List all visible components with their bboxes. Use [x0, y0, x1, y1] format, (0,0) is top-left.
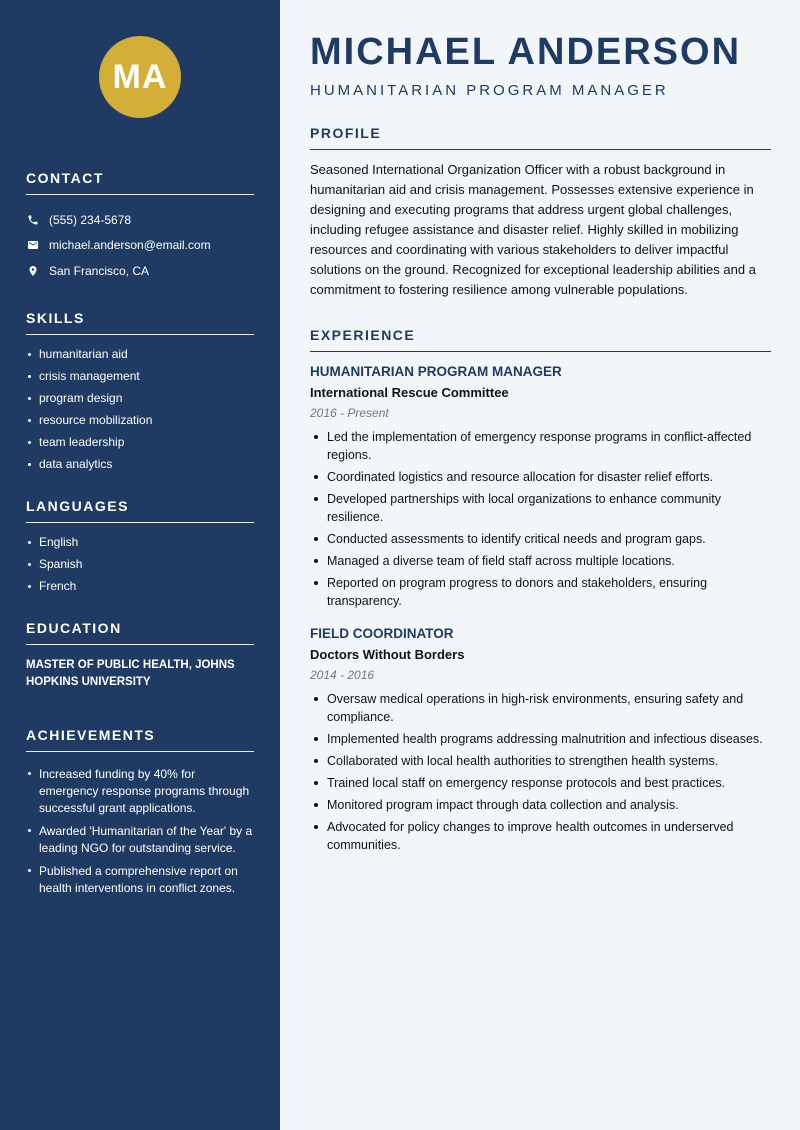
- languages-section: [26, 498, 254, 594]
- skills-section: [26, 310, 254, 472]
- contact-email: [26, 233, 254, 259]
- achievements-list: [26, 766, 254, 897]
- contact-location: [26, 258, 254, 284]
- job-bullet: Trained local staff on emergency response protocols and best practices.: [310, 774, 771, 792]
- job-entry: [310, 364, 771, 610]
- location-pin-icon: [26, 264, 40, 278]
- experience-heading: EXPERIENCE: [310, 327, 771, 352]
- languages-list: [26, 535, 254, 594]
- job-bullet: Monitored program impact through data collection and analysis.: [310, 796, 771, 814]
- profile-heading: PROFILE: [310, 125, 771, 150]
- job-bullets: [310, 428, 771, 610]
- job-bullet: Developed partnerships with local organizations to enhance community resilience.: [310, 490, 771, 526]
- skill-item: humanitarian aid: [26, 347, 254, 362]
- skill-item: program design: [26, 391, 254, 406]
- job-company: Doctors Without Borders: [310, 647, 465, 662]
- language-item: English: [26, 535, 254, 550]
- achievement-item: Published a comprehensive report on health interventions in conflict zones.: [26, 863, 254, 897]
- job-bullet: Oversaw medical operations in high-risk environments, ensuring safety and compliance.: [310, 690, 771, 726]
- language-item: French: [26, 579, 254, 594]
- job-bullets: [310, 690, 771, 854]
- job-bullet: Advocated for policy changes to improve health outcomes in underserved communities.: [310, 818, 771, 854]
- job-title: FIELD COORDINATOR: [310, 626, 454, 641]
- skill-item: crisis management: [26, 369, 254, 384]
- contact-phone-text: (555) 234-5678: [49, 212, 132, 227]
- job-title: HUMANITARIAN PROGRAM MANAGER: [310, 364, 562, 379]
- contact-heading: CONTACT: [26, 170, 254, 195]
- job-bullet: Coordinated logistics and resource allocation for disaster relief efforts.: [310, 468, 771, 486]
- mail-icon: [26, 238, 40, 252]
- avatar: MA: [99, 36, 181, 118]
- skill-item: team leadership: [26, 435, 254, 450]
- job-dates: 2016 - Present: [310, 406, 389, 420]
- contact-email-text: michael.anderson@email.com: [49, 238, 211, 253]
- contact-location-text: San Francisco, CA: [49, 263, 150, 278]
- achievement-item: Increased funding by 40% for emergency response programs through successful grant applications.: [26, 766, 254, 817]
- job-bullet: Reported on program progress to donors and stakeholders, ensuring transparency.: [310, 574, 771, 610]
- main-content: [280, 0, 800, 1130]
- skill-item: data analytics: [26, 457, 254, 472]
- achievements-heading: ACHIEVEMENTS: [26, 727, 254, 752]
- achievement-item: Awarded 'Humanitarian of the Year' by a leading NGO for outstanding service.: [26, 823, 254, 857]
- experience-section: [310, 327, 771, 854]
- job-bullet: Implemented health programs addressing malnutrition and infectious diseases.: [310, 730, 771, 748]
- job-dates: 2014 - 2016: [310, 668, 375, 682]
- candidate-title: HUMANITARIAN PROGRAM MANAGER: [310, 82, 669, 99]
- job-entry: [310, 626, 771, 854]
- languages-heading: LANGUAGES: [26, 498, 254, 523]
- candidate-name: MICHAEL ANDERSON: [310, 31, 742, 73]
- profile-text: Seasoned International Organization Officer with a robust background in humanitarian aid and crisis management. Possesses extensive experience in designing and executing programs that address urgent global challenges, including refugee assistance and disaster relief. Highly skilled in mobilizing resources and coordinating with various stakeholders to deliver impactful solutions on the ground. Recognized for exceptional leadership abilities and a commitment to fostering resilience among vulnerable populations.: [310, 162, 756, 297]
- job-bullet: Collaborated with local health authorities to strengthen health systems.: [310, 752, 771, 770]
- contact-phone: [26, 207, 254, 233]
- phone-icon: [26, 213, 40, 227]
- job-company: International Rescue Committee: [310, 385, 509, 400]
- contact-section: [26, 170, 254, 284]
- job-bullet: Led the implementation of emergency response programs in conflict-affected regions.: [310, 428, 771, 464]
- skill-item: resource mobilization: [26, 413, 254, 428]
- job-bullet: Managed a diverse team of field staff across multiple locations.: [310, 552, 771, 570]
- skills-heading: SKILLS: [26, 310, 254, 335]
- skills-list: [26, 347, 254, 472]
- sidebar: [0, 0, 280, 1130]
- profile-section: [310, 125, 771, 300]
- job-bullet: Conducted assessments to identify critical needs and program gaps.: [310, 530, 771, 548]
- education-section: [26, 620, 254, 691]
- education-degree: MASTER OF PUBLIC HEALTH, JOHNS HOPKINS UNIVERSITY: [26, 658, 235, 688]
- achievements-section: [26, 727, 254, 897]
- education-heading: EDUCATION: [26, 620, 254, 645]
- language-item: Spanish: [26, 557, 254, 572]
